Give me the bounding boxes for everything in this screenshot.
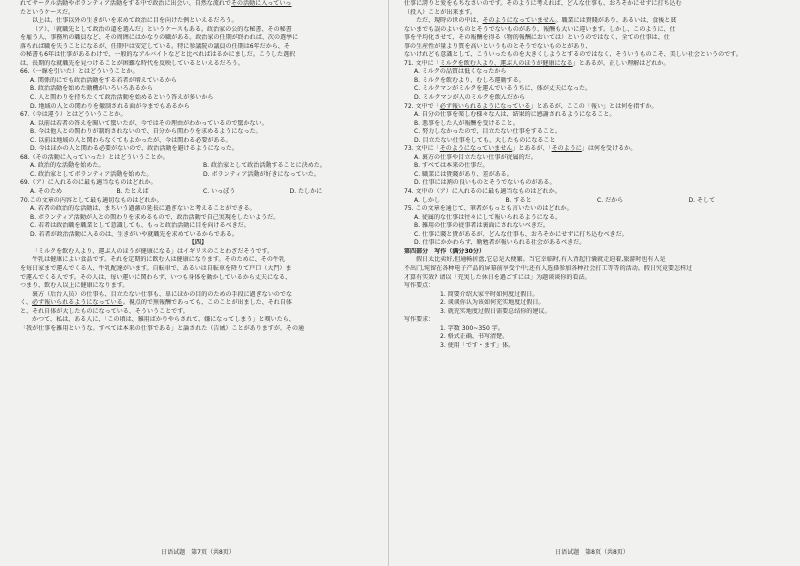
option: A. 自分の仕事を楽しむ様々な人は、結果的に感謝されるようになること。 (414, 111, 616, 119)
text-line: 裏方（后台人员）の仕事も、目立たない仕事も、単にほかの目的のための手段に過ぎないのでな (32, 290, 293, 298)
question-68: 68.（その活動に入っていった）とはどういうことか。 (20, 153, 169, 161)
question-73: 73. 文中に「そのようになっていません」とあるが、「そのように」は何を受けるか。 (404, 145, 637, 153)
option: D. 若者が政治活動に入るのは、生きがいや就職先を求めているからである。 (30, 230, 238, 238)
section-heading: 第四部分 写作（满分30分） (404, 247, 485, 255)
page-left (20, 0, 376, 566)
text-line: （投入）ことが出来ます。 (404, 8, 477, 16)
option: D. 地域の人との関わりを撤制される面が今までもあるから (30, 102, 190, 110)
text-line: ないまでも誤のよいものとそうでないものがあり、報酬も大いに違います。しかし、このように、仕 (404, 25, 676, 33)
option: D. たしかに (289, 188, 323, 196)
text-line: で運んでくる人です。その人は、毎い運いに関わらず、いつも身体を動かしているから丈夫になる、 (20, 273, 292, 281)
writing-points-label: 写作要点： (404, 282, 435, 290)
text-line: を毎日家まで運んでくる人、牛乳配達がいます。自転車で、あるいは自転車を降りて戸口（大門）ま (20, 264, 292, 272)
text-line: を雇う人、事務所の職員など、その周囲にはかなりの職がある。政治家の任期が終われば、次の選挙に (20, 34, 299, 42)
option: B. ミルクを飲むより、むしろ運動する。 (414, 76, 525, 84)
text-line: の秘書も6年は仕事があるわけで、一般的なアルバイトなどと比べればはるかにましだ。こうした選択 (20, 51, 296, 59)
question-71: 71. 文中に「ミルクを飲む人より、運ぶ人のほうが健康になる」とあるが、正しい理解はどれか。 (404, 59, 670, 67)
option: A. しかし (414, 196, 441, 204)
option: D. ミルクマンが人のミルクを飲んだから (414, 94, 526, 102)
text-line: く、必ず報いられるようになっている。視点的で無報酬であっても、このことが出ました、それ自体 (20, 299, 292, 307)
question-67: 67.（今は違う）とはどういうことか。 (20, 111, 127, 119)
option: A. そのため (30, 188, 63, 196)
option: A. 従属的な仕事は往々にして報いられるようになる。 (414, 213, 561, 221)
writing-requirement: 2. 格式正确、书写清楚。 (440, 333, 509, 341)
writing-requirement: 3. 使用「です・ます」体。 (440, 341, 515, 349)
writing-prompt: 假日太比卖好,但通畅折盘,它总是大便繁。当它幸临时,有人背起行囊就走迫着,旅游时也有人是 (416, 256, 666, 264)
text-line: 事の生産性が量より質を高いというものとそうでないものとがあり、 (404, 42, 592, 50)
option: B. 雑用の仕事の従事者は裏面にされないべきだ。 (414, 222, 549, 230)
option: B. すべては本来の仕事だ。 (414, 162, 489, 170)
text-line: 牛乳は健康によい食品です。それを定期的に飲む人は健康になります。そのために、その牛乳 (32, 256, 285, 264)
option: D. 仕事にかかわらず、勤勉者が報いられる社会があるべきだ。 (414, 239, 586, 247)
option: C. 職業には貴賤があり、差がある。 (414, 170, 513, 178)
page-footer: 日语试题 第7页（共8页） (161, 549, 235, 557)
option: D. 今はほかの人と関わる必要がないので、政治活動を避けるようになった。 (30, 145, 238, 153)
page-right (404, 0, 780, 566)
text-line: は、長期的な就職先を見つけることが困難な時代を反映しているといえるだろう。 (20, 59, 244, 67)
writing-requirement: 1. 字数 300~350 字。 (440, 324, 504, 332)
option: B. 政治活動を始めた動機がいろいろあるから (30, 85, 153, 93)
option: C. だから (597, 196, 624, 204)
option: C. 若者は政治職を職業として意識しても、もっと政治活動に目を向けるべきだ。 (30, 222, 250, 230)
option: C. 仕事に賤と貴があるが、どんな仕事も、おろそかにせずに打ち込むべきだ。 (414, 230, 628, 238)
text-line: つまり、飲む人以上に健康になります。 (20, 282, 129, 290)
option: C. 努力しなかったので、目立たない仕事をすること。 (414, 128, 562, 136)
option: A. 関係的にでも政治活動をする若者が増えているから (30, 76, 177, 84)
page-divider (388, 0, 389, 566)
passage-title: 「ミルクを飲む人より、運ぶ人のほうが健康になる」はイギリスのことわざだそうです。 (32, 247, 274, 255)
option: B. 今は他人との関わりが制約されないので、自分から関わりを求めるようになった。 (30, 128, 262, 136)
text-line: （ア）、「就職先として政治の道を選んだ」というケースもある。政治家の公的な秘書、その秘書 (32, 25, 292, 33)
option: C. ミルクマンがミルクを運んでいるうちに、体が丈夫になった。 (414, 85, 592, 93)
question-75: 75. この文章を通じて、筆者がもっとも言いたいのはどれか。 (404, 205, 573, 213)
text-line: ただ、現時の世の中は、そのようになっていません。職業には貴賤があり、あるいは、食後と貧 (416, 17, 677, 25)
section-heading: 【四】 (188, 239, 208, 247)
option: A. ミルクの品質は低くなったから (414, 68, 507, 76)
writing-prompt: 才算有实效? 请以「充実した休日を過ごすには」为题谈谈你的看法。 (404, 273, 591, 281)
text-line: 以上は、仕事以外の生きがいを求めて政治に目を向けた例といえるだろう。 (32, 17, 238, 25)
option: A. 裏方の仕事や目立たない仕事が従属的だ。 (414, 153, 537, 161)
writing-point: 3. 就充实地度过假日需要总结你的建议。 (440, 307, 551, 315)
text-line: 事を平均化させて、その報酬を得る（物的報酬においては）というのではなく、全ての仕事は、仕 (404, 34, 670, 42)
option: A. 若者の政治的な活動は、まちいう過激の延長に過ぎないと考えることができる。 (30, 205, 256, 213)
text-line: 「我が仕事を雑用というな。すべては本来の仕事である」と論された（告诫）ことがありますが、その通 (20, 324, 305, 332)
page-footer: 日语试题 第8页（共8页） (555, 549, 629, 557)
option: C. 政治家としてボランティア活動を始めた。 (30, 170, 153, 178)
text-line: れてサークル活動やボランティア活動をする中で政治に出会い、自然な流れでその活動に入っていっ (20, 0, 292, 7)
option-row (20, 188, 376, 197)
option: D. ボランティア活動が好きになっていた。 (203, 170, 320, 178)
option: D. 目立たない仕事をしても、大したものになること (414, 136, 556, 144)
text-line: たというケースだ。 (20, 8, 75, 16)
text-line: ないけれども意識として、こういったものを大きくしようとするのではなく、そういうものこそ、美しい社会というのです。 (404, 51, 742, 59)
option-row (20, 162, 376, 171)
question-70: 70.この文章の内容として最も適切なものはどれか。 (20, 196, 163, 204)
writing-prompt: 不出门,宛留在各种电子产品的屏幕前享受个中;还有人选择参加各种社会打工等等的活动。假日究竟要怎样过 (404, 264, 693, 272)
question-66: 66.（一線を引いた）とはどういうことか。 (20, 68, 139, 76)
option: B. 政治家として政治活動することに決めた。 (203, 162, 326, 170)
writing-reqs-label: 写作要求： (404, 316, 435, 324)
option: D. そして (688, 196, 716, 204)
text-line: 仕事に誇りと愛をもちなさいのです。そのように考えれば、どんな仕事も、おろそかにせずに打ち込む (404, 0, 682, 7)
option: C. いっぽう (203, 188, 236, 196)
option: A. 政治的な活動を始めた。 (30, 162, 105, 170)
option: B. 悪事をした人が報酬を受けること。 (414, 119, 519, 127)
question-72: 72. 文中で「必ず報いられるようになっている」とあるが、ここの「報い」とは何を指すか。 (404, 102, 658, 110)
text-line: 落ちれば職を失うことになるが、任期中は安定している。特に参議院の議員の任期は6年だから、そ (20, 42, 290, 50)
writing-point: 1. 简要介绍大家平时如何度过假日。 (440, 290, 539, 298)
question-74: 74. 文中の（ア）に入れるのに最も適当なものはどれか。 (404, 188, 561, 196)
option: C. 人と関わりを持ちたくて政治活動を始めるという答えが多いから (30, 94, 214, 102)
option: B. すると (505, 196, 532, 204)
option-row (20, 171, 376, 180)
option-row (404, 197, 780, 206)
option: B. たとえば (116, 188, 149, 196)
writing-point: 2. 谈谈你认为该如何充实地度过假日。 (440, 299, 545, 307)
option: D. 仕事には割の良いものとそうでないものがある。 (414, 179, 556, 187)
option: B. ボランティア活動が人との関わりを求めるもので、政治活動で自己実現をしたいようだ。 (30, 213, 280, 221)
option: A. 以前は若者の答えを聞いて驚いたが、今ではその理由がわかっているので驚かない。 (30, 119, 268, 127)
option: C. 以前は地域の人と関わらなくてもよかったが、今は関わる必要がある。 (30, 136, 232, 144)
question-69: 69.（ア）に入れるのに最も適当なものはどれか。 (20, 179, 157, 187)
text-line: かつて、私は、ある人に、「この頃は、雑用ばかりやらされて、嫌になってしまう」と嘆いたら、 (32, 316, 295, 324)
text-line: と、それ自体が大したものになっている、そういうことです。 (20, 307, 189, 315)
